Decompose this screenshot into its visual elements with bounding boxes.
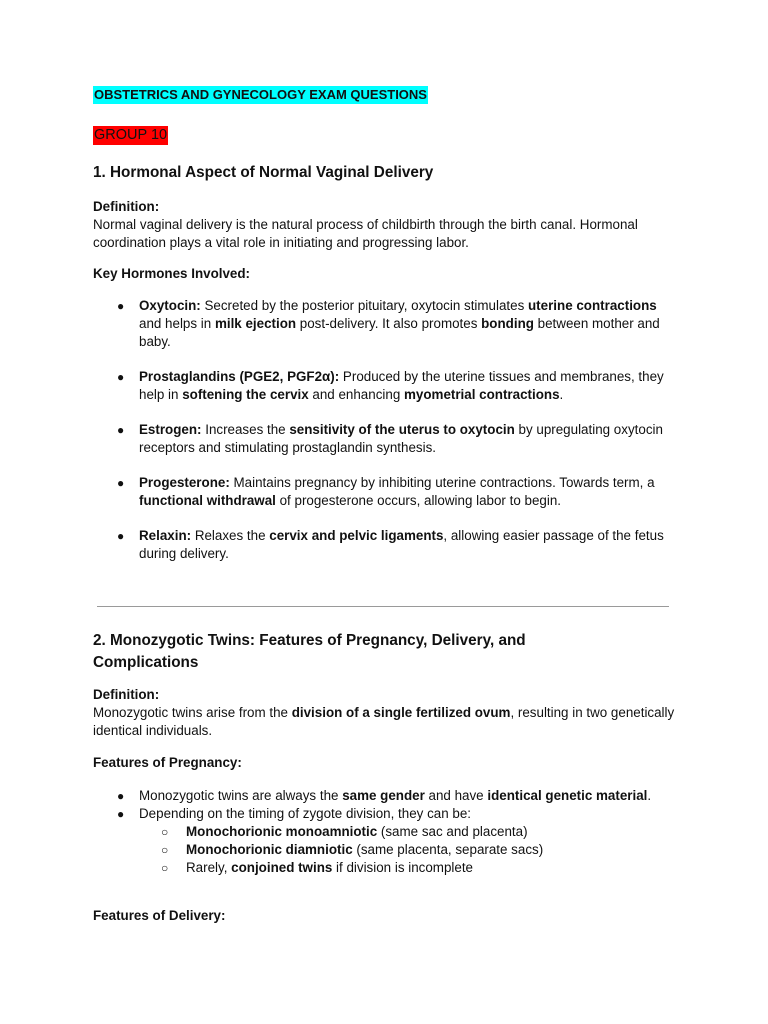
bold-term: myometrial contractions [404, 387, 560, 402]
bold-term: sensitivity of the uterus to oxytocin [289, 422, 515, 437]
bold-term: Relaxin: [139, 528, 192, 543]
pregnancy-feature-item [93, 805, 683, 877]
twin-type-item [139, 823, 683, 841]
bullet-icon: ● [117, 529, 125, 543]
twin-type-text: Monochorionic monoamniotic (same sac and placenta) [186, 824, 528, 839]
hormone-item-text: Estrogen: Increases the sensitivity of the uterus to oxytocin by upregulating oxytocin receptors and stimulating prostaglandin synthesis. [139, 422, 663, 455]
circle-bullet-icon: ○ [161, 843, 169, 857]
hormone-item-text: Prostaglandins (PGE2, PGF2α): Produced by the uterine tissues and membranes, they help in softening the cervix and enhancing myometrial contractions. [139, 369, 664, 402]
bold-term: bonding [481, 316, 534, 331]
section-1-heading: 1. Hormonal Aspect of Normal Vaginal Delivery [93, 164, 434, 181]
bold-term: Progesterone: [139, 475, 230, 490]
pregnancy-feature-item [93, 787, 664, 805]
circle-bullet-icon: ○ [161, 861, 169, 875]
horizontal-divider [97, 606, 669, 607]
bold-term: cervix and pelvic ligaments [269, 528, 444, 543]
bold-term: Oxytocin: [139, 298, 201, 313]
twin-type-sublist [139, 823, 683, 877]
bullet-icon: ● [117, 476, 125, 490]
bold-term: same gender [342, 788, 425, 803]
bold-term: identical genetic material [487, 788, 648, 803]
pregnancy-feature-text: Monozygotic twins are always the same gender and have identical genetic material. [139, 788, 652, 803]
hormone-item-relaxin [93, 527, 667, 563]
hormone-item-text: Oxytocin: Secreted by the posterior pituitary, oxytocin stimulates uterine contractions and helps in milk ejection post-delivery. It also promotes bonding between mother and baby. [139, 298, 660, 349]
bold-term: Monochorionic monoamniotic [186, 824, 378, 839]
group-label: GROUP 10 [94, 127, 168, 143]
hormone-item-estrogen [93, 421, 667, 457]
section-2-definition-label: Definition: [93, 687, 160, 702]
bold-term: division of a single fertilized ovum [291, 705, 511, 720]
bold-term: softening the cervix [182, 387, 309, 402]
hormone-list [93, 297, 683, 563]
pregnancy-feature-text: Depending on the timing of zygote division, they can be: [139, 806, 472, 821]
twin-type-item [139, 841, 683, 859]
bullet-icon: ● [117, 370, 125, 384]
twin-type-text: Rarely, conjoined twins if division is incomplete [186, 860, 473, 875]
section-1-definition-label: Definition: [93, 199, 160, 214]
bold-term: milk ejection [214, 316, 297, 331]
section-2-definition-text: Monozygotic twins arise from the division of a single fertilized ovum, resulting in two genetically identical individuals. [93, 705, 675, 738]
key-hormones-label: Key Hormones Involved: [93, 266, 251, 281]
hormone-item-prostaglandins [93, 368, 667, 404]
twin-type-item [139, 859, 683, 877]
bold-term: Prostaglandins (PGE2, PGF2α): [139, 369, 340, 384]
bold-term: uterine contractions [528, 298, 657, 313]
hormone-item-text: Relaxin: Relaxes the cervix and pelvic ligaments, allowing easier passage of the fetus during delivery. [139, 528, 664, 561]
hormone-item-text: Progesterone: Maintains pregnancy by inhibiting uterine contractions. Towards term, a functional withdrawal of progesterone occurs, allowing labor to begin. [139, 475, 655, 508]
bullet-icon: ● [117, 423, 125, 437]
bold-term: Estrogen: [139, 422, 202, 437]
bullet-icon: ● [117, 789, 125, 803]
delivery-features-label: Features of Delivery: [93, 908, 226, 923]
pregnancy-features-label: Features of Pregnancy: [93, 755, 242, 770]
pregnancy-features-list [93, 787, 683, 877]
bold-term: conjoined twins [231, 860, 333, 875]
hormone-item-progesterone [93, 474, 683, 510]
hormone-item-oxytocin [93, 297, 667, 351]
circle-bullet-icon: ○ [161, 825, 169, 839]
bold-term: Monochorionic diamniotic [186, 842, 353, 857]
document-title: OBSTETRICS AND GYNECOLOGY EXAM QUESTIONS [94, 87, 427, 102]
bullet-icon: ● [117, 299, 125, 313]
section-1-definition-text: Normal vaginal delivery is the natural process of childbirth through the birth canal. Hormonal coordination plays a vital role in initiating and progressing labor. [93, 217, 638, 250]
bullet-icon: ● [117, 807, 125, 821]
twin-type-text: Monochorionic diamniotic (same placenta, separate sacs) [186, 842, 544, 857]
bold-term: functional withdrawal [139, 493, 276, 508]
section-2-heading: 2. Monozygotic Twins: Features of Pregnancy, Delivery, and Complications [93, 632, 526, 671]
